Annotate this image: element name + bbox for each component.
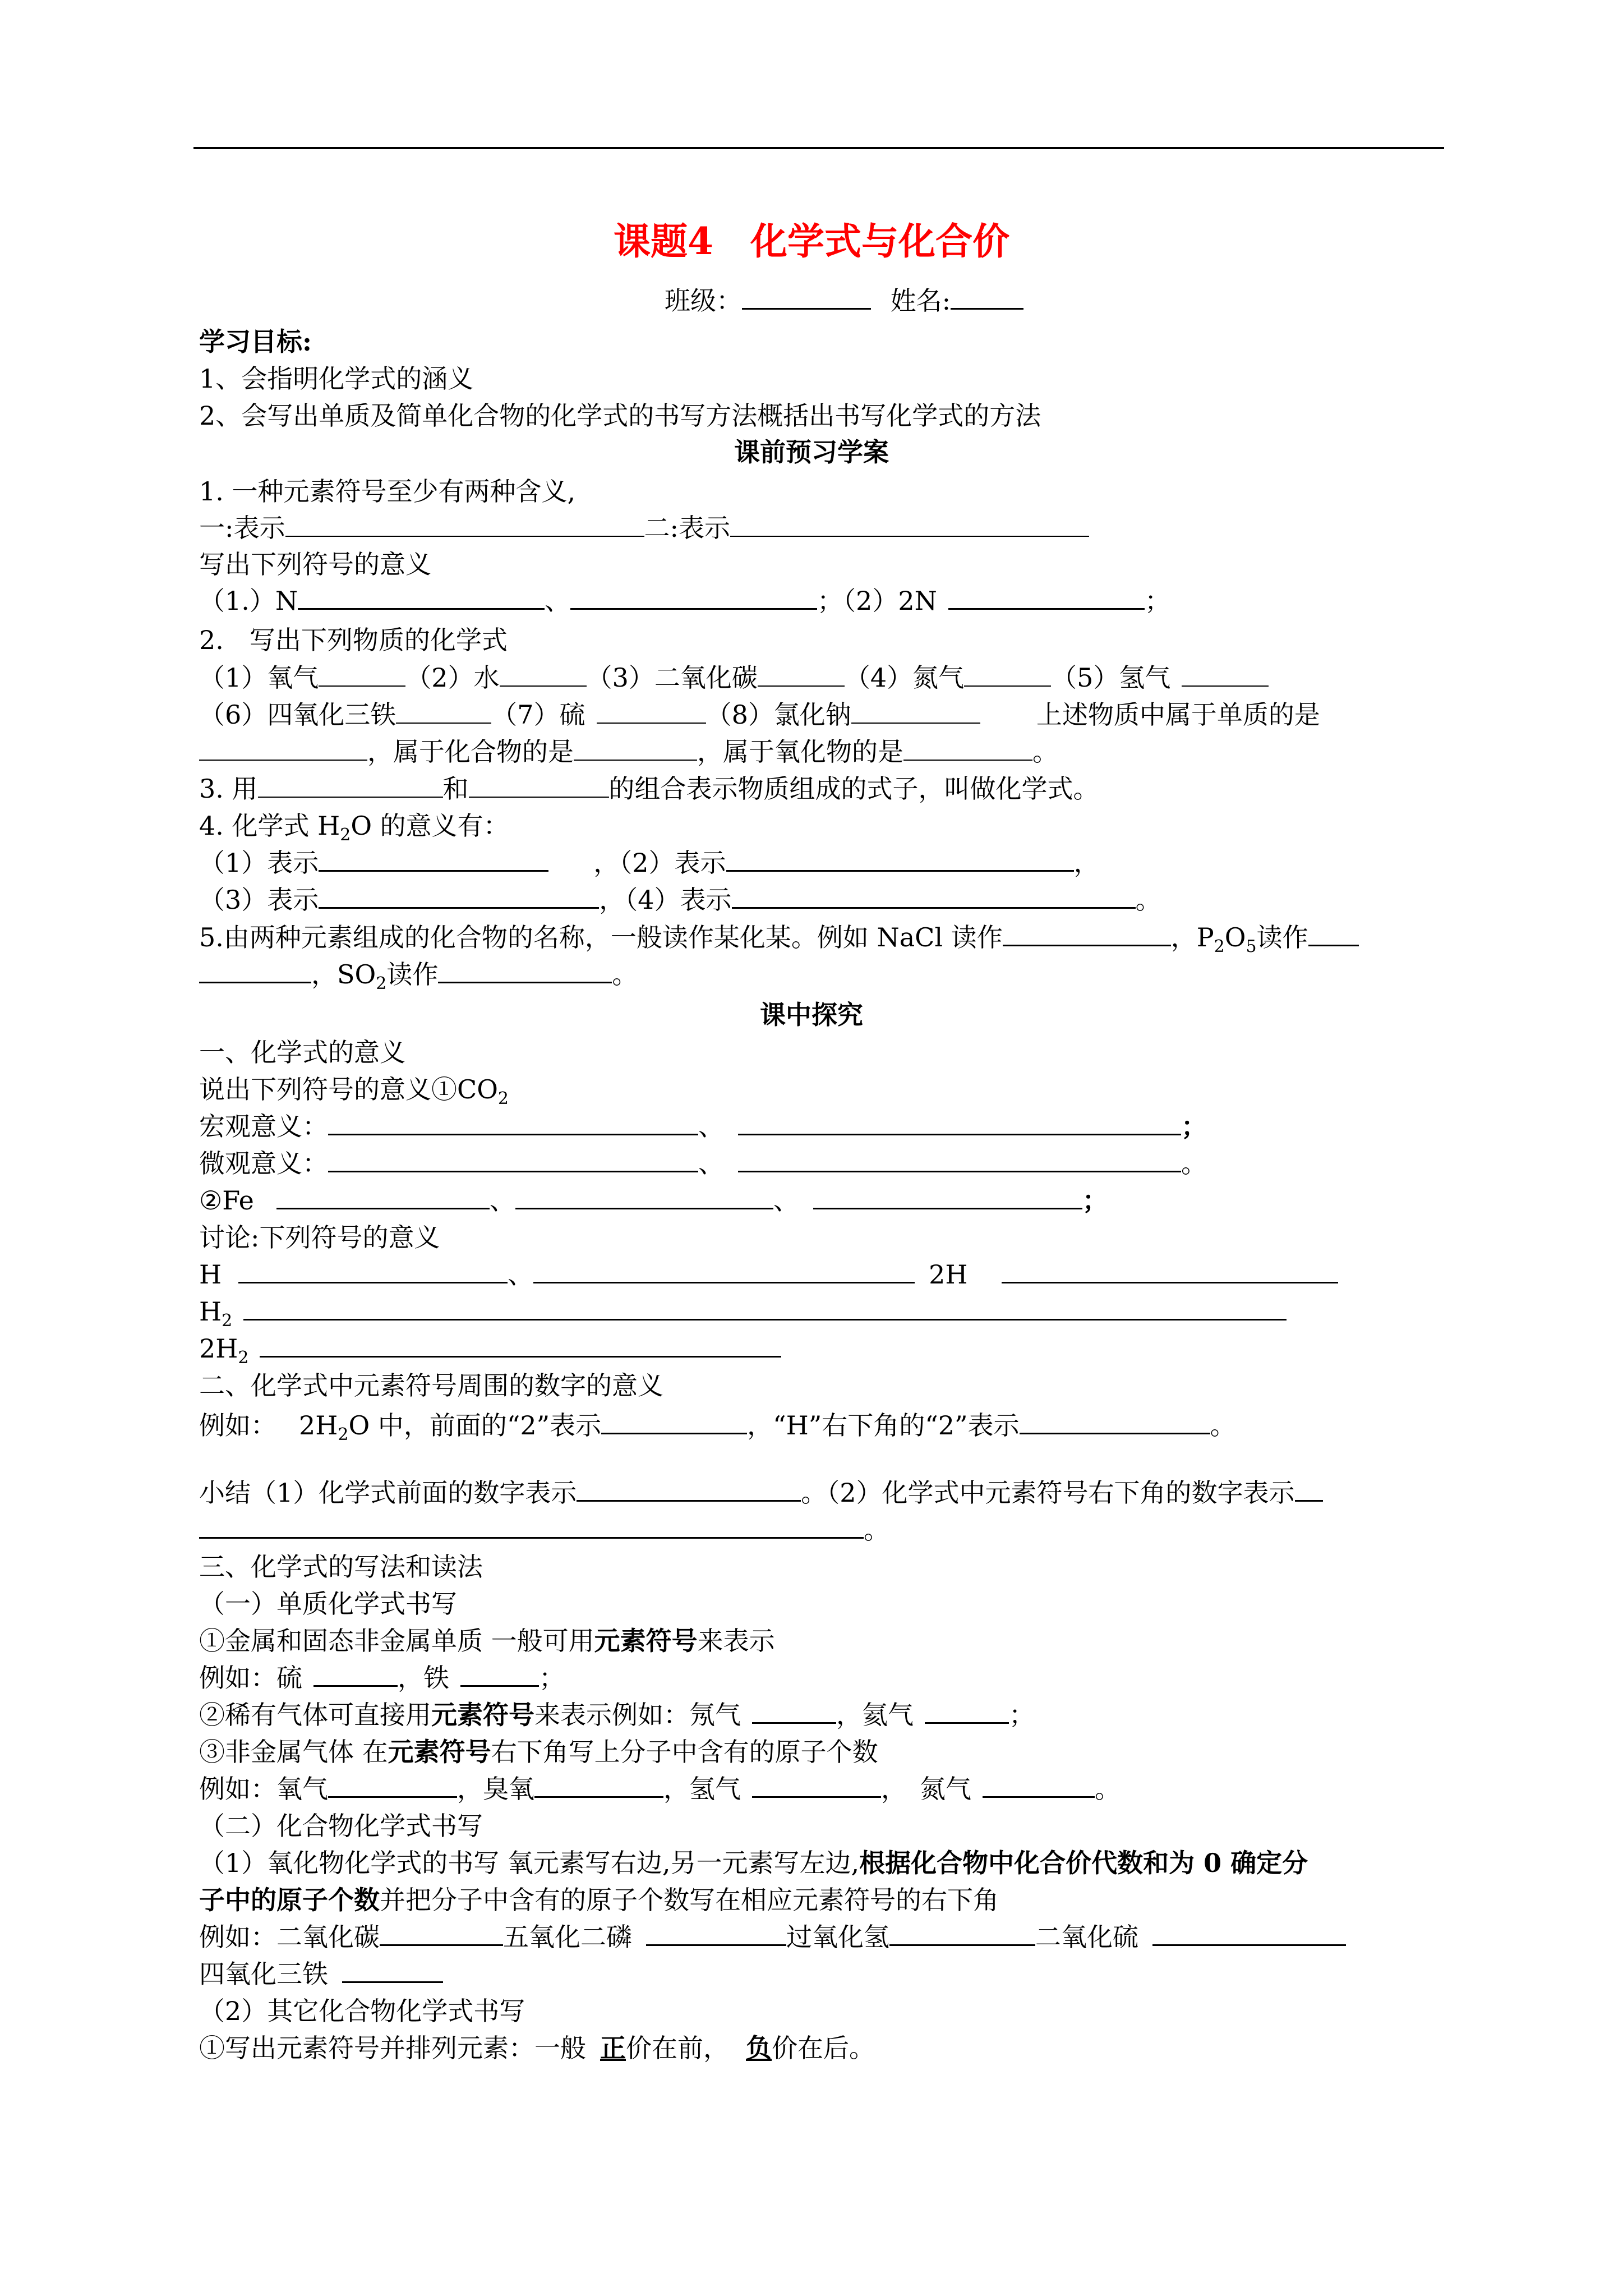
macro-line: 宏观意义： 、 ； xyxy=(199,1109,1207,1144)
preview-q5-cont: ，$SO_2$读作 。 xyxy=(199,957,638,1001)
preview-q1-meanings: 一:表示 二:表示 xyxy=(199,510,1089,545)
compound-blank[interactable] xyxy=(574,735,697,761)
n-blank-2[interactable] xyxy=(570,583,817,610)
preview-q1: 1. 一种元素符号至少有两种含义, xyxy=(199,476,576,507)
summary-line-cont: 。 xyxy=(199,1512,889,1547)
section-3-title: 三、化学式的写法和读法 xyxy=(199,1552,483,1582)
so2-read-blank[interactable] xyxy=(438,957,612,983)
preview-q1-write: 写出下列符号的意义 xyxy=(199,549,431,579)
o3-blank[interactable] xyxy=(534,1772,663,1798)
rule-metal-example: 例如：硫 ，铁 ； xyxy=(199,1660,565,1695)
rule-oxide: （1）氧化物化学式的书写 氧元素写右边,另一元素写左边,根据化合物中化合价代数和为 0 确定分 xyxy=(199,1848,1308,1878)
element-blank[interactable] xyxy=(199,735,367,761)
rule-noble-gas: ②稀有气体可直接用元素符号来表示例如：氖气 ，氦气 ； xyxy=(199,1697,1035,1732)
q4-blank-3[interactable] xyxy=(319,882,599,909)
q1-blank-b[interactable] xyxy=(730,511,1089,537)
oxide-blank[interactable] xyxy=(903,735,1032,761)
co2-formula-blank[interactable] xyxy=(380,1920,503,1946)
so2-formula-blank[interactable] xyxy=(1152,1920,1346,1946)
nacl-blank[interactable] xyxy=(851,698,980,724)
preview-q4-row2: （3）表示 ，（4）表示 。 xyxy=(199,882,1161,917)
rule-nonmetal-gas-example: 例如：氧气 ，臭氧 ，氢气 ， 氮气 。 xyxy=(199,1772,1121,1806)
preview-q1-symbols: （1.）N 、 ；（2）2N ； xyxy=(199,583,1170,618)
p2o5-read-blank-b[interactable] xyxy=(199,957,311,983)
h-blank-1[interactable] xyxy=(238,1257,508,1283)
rule-oxide-example: 例如：二氧化碳 五氧化二磷 过氧化氢 二氧化硫 xyxy=(199,1920,1346,1954)
preview-q2-row1: （1）氧气 （2）水 （3）二氧化碳 （4）氮气 （5）氢气 xyxy=(199,660,1269,695)
section-1-title: 一、化学式的意义 xyxy=(199,1037,405,1068)
2n-blank[interactable] xyxy=(948,583,1145,610)
rule-nonmetal-gas: ③非金属气体 在元素符号右下角写上分子中含有的原子个数 xyxy=(199,1737,878,1767)
inclass-heading: 课中探究 xyxy=(760,1000,863,1030)
section-3-2-title: （二）化合物化学式书写 xyxy=(199,1811,483,1841)
micro-line: 微观意义： 、 。 xyxy=(199,1146,1207,1181)
class-label: 班级： xyxy=(665,286,742,316)
q3-blank-a[interactable] xyxy=(258,772,443,798)
n-blank-1[interactable] xyxy=(298,583,545,610)
fe3o4-formula-blank[interactable] xyxy=(342,1957,443,1983)
2h2-blank[interactable] xyxy=(260,1331,781,1358)
o2-blank[interactable] xyxy=(328,1772,457,1798)
h-blank-2[interactable] xyxy=(533,1257,915,1283)
name-label: 姓名: xyxy=(890,286,951,316)
preview-q2-classify: ，属于化合物的是 ，属于氧化物的是 。 xyxy=(199,734,1058,769)
fe-blank-1[interactable] xyxy=(276,1183,490,1209)
preview-q2: 2. 写出下列物质的化学式 xyxy=(199,625,508,655)
section-3-1-title: （一）单质化学式书写 xyxy=(199,1589,457,1619)
summary-blank-1[interactable] xyxy=(577,1475,801,1502)
section-2-title: 二、化学式中元素符号周围的数字的意义 xyxy=(199,1370,663,1401)
micro-blank-2[interactable] xyxy=(738,1146,1181,1172)
nacl-read-blank[interactable] xyxy=(1003,920,1171,946)
class-name-line xyxy=(665,283,1023,318)
rule-oxide-cont: 子中的原子个数并把分子中含有的原子个数写在相应元素符号的右下角 xyxy=(199,1885,999,1915)
section-2-example: 例如： $2H_2O$ 中，前面的“2”表示 ，“H”右下角的“2”表示 。 xyxy=(199,1408,1236,1452)
coefficient-blank[interactable] xyxy=(601,1408,747,1434)
fe-blank-2[interactable] xyxy=(515,1183,773,1209)
fe-blank[interactable] xyxy=(460,1660,539,1687)
hydrogen-blank[interactable] xyxy=(1182,661,1269,687)
rule-metal: ①金属和固态非金属单质 一般可用元素符号来表示 xyxy=(199,1626,775,1656)
macro-blank-1[interactable] xyxy=(328,1109,698,1135)
preview-heading: 课前预习学案 xyxy=(734,437,889,467)
h-line: H 、 2H xyxy=(199,1257,1338,1292)
section-1-prompt: 说出下列符号的意义$①CO_2$ xyxy=(199,1074,509,1109)
header-rule xyxy=(193,147,1444,149)
fe-line: ②Fe 、 、 ； xyxy=(199,1183,1108,1218)
preview-q5: 5.由两种元素组成的化合物的名称，一般读作某化某。例如 NaCl 读作 ，$P_2O_5$读作 xyxy=(199,920,1359,964)
ne-blank[interactable] xyxy=(752,1697,836,1724)
name-blank[interactable] xyxy=(951,283,1023,310)
p2o5-formula-blank[interactable] xyxy=(646,1920,786,1946)
objectives-heading: 学习目标: xyxy=(199,326,312,357)
q4-blank-1[interactable] xyxy=(319,845,548,872)
preview-q2-row2: （6）四氧化三铁 （7）硫 （8）氯化钠 上述物质中属于单质的是 xyxy=(199,697,1320,732)
discuss-line: 讨论:下列符号的意义 xyxy=(199,1222,440,1253)
h2-line: $H_2$ xyxy=(199,1294,1287,1338)
summary-line: 小结（1）化学式前面的数字表示 。（2）化学式中元素符号右下角的数字表示 xyxy=(199,1475,1323,1510)
q4-blank-2[interactable] xyxy=(726,845,1074,872)
objective-item: 1、会指明化学式的涵义 xyxy=(199,364,474,394)
water-blank[interactable] xyxy=(500,661,587,687)
co2-blank[interactable] xyxy=(758,661,845,687)
rule-oxide-example-cont: 四氧化三铁 xyxy=(199,1957,443,1991)
micro-blank-1[interactable] xyxy=(328,1146,698,1172)
summary-blank-2b[interactable] xyxy=(199,1512,864,1539)
h2o2-formula-blank[interactable] xyxy=(889,1920,1035,1946)
sulfur-blank[interactable] xyxy=(597,698,706,724)
he-blank[interactable] xyxy=(925,1697,1009,1724)
s-blank[interactable] xyxy=(313,1660,398,1687)
preview-q4: 4. 化学式 $H_2O$ 的意义有： xyxy=(199,811,509,845)
2h-blank[interactable] xyxy=(1002,1257,1338,1283)
h2-blank[interactable] xyxy=(243,1294,1287,1320)
p2o5-read-blank-a[interactable] xyxy=(1308,920,1359,946)
summary-blank-2a[interactable] xyxy=(1295,1475,1323,1502)
preview-q4-row1: （1）表示 ，（2）表示 ， xyxy=(199,845,1100,880)
macro-blank-2[interactable] xyxy=(738,1109,1181,1135)
preview-q3: 3. 用 和 的组合表示物质组成的式子，叫做化学式。 xyxy=(199,771,1099,806)
section-3-2-2-title: （2）其它化合物化学式书写 xyxy=(199,1996,525,2026)
n2-blank[interactable] xyxy=(983,1772,1095,1798)
page-title: 课题4 化学式与化合价 xyxy=(614,219,1009,263)
oxygen-blank[interactable] xyxy=(319,661,405,687)
objective-item: 2、会写出单质及简单化合物的化学式的书写方法概括出书写化学式的方法 xyxy=(199,401,1041,431)
q3-blank-b[interactable] xyxy=(469,772,609,798)
fe-blank-3[interactable] xyxy=(813,1183,1082,1209)
subscript-blank[interactable] xyxy=(1020,1408,1210,1434)
class-blank[interactable] xyxy=(742,283,871,310)
2h2-line: $2H_2$ xyxy=(199,1331,781,1375)
q4-blank-4[interactable] xyxy=(732,882,1136,909)
fe3o4-blank[interactable] xyxy=(396,698,491,724)
q1-blank-a[interactable] xyxy=(285,511,644,537)
h2-gas-blank[interactable] xyxy=(752,1772,881,1798)
rule-order: ①写出元素符号并排列元素：一般 正价在前， 负价在后。 xyxy=(199,2033,875,2063)
nitrogen-blank[interactable] xyxy=(964,661,1051,687)
